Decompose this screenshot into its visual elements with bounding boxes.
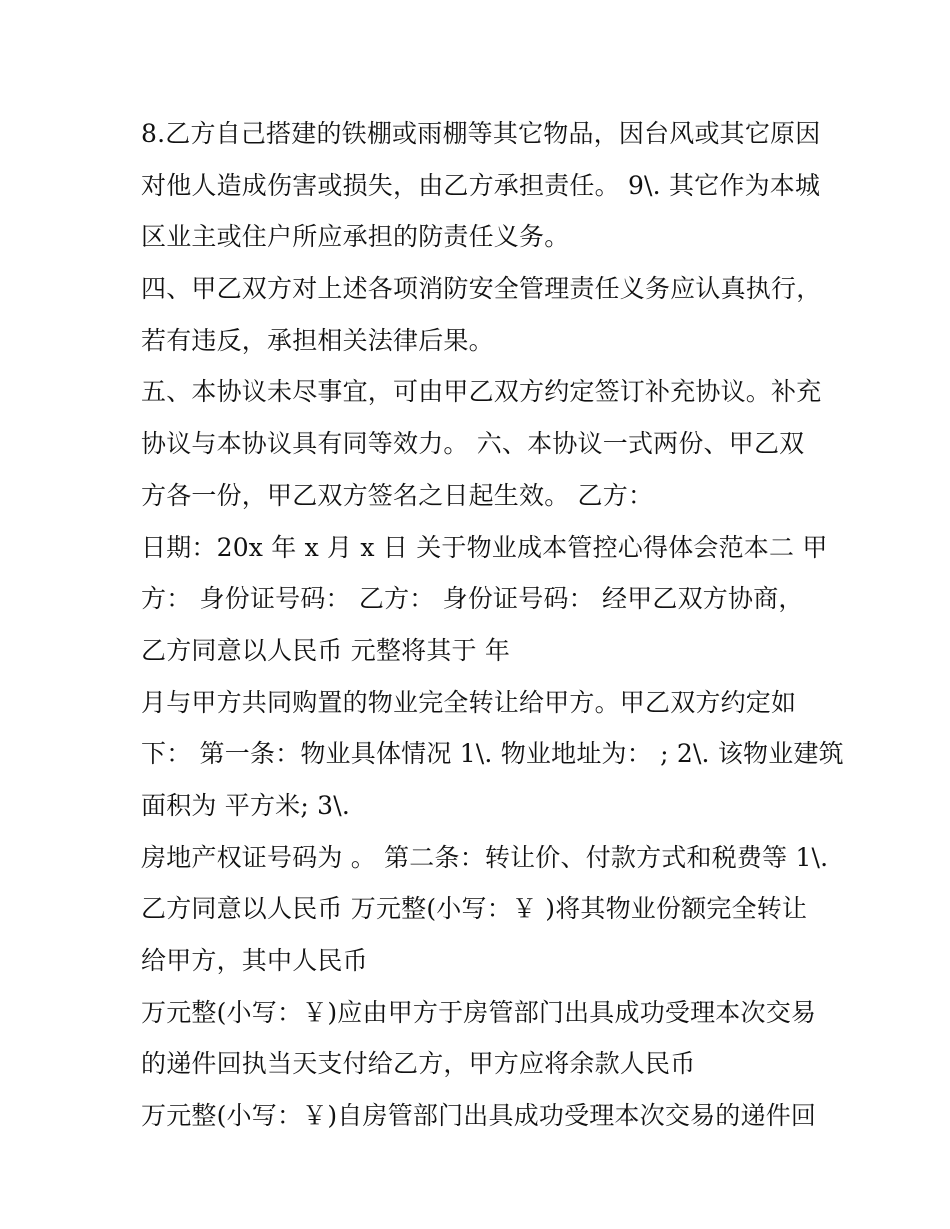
text-line: 对他人造成伤害或损失，由乙方承担责任。 9\. 其它作为本城 [141, 170, 821, 200]
text-line: 方各一份，甲乙双方签名之日起生效。 乙方： [141, 480, 654, 510]
text-line: 四、甲乙双方对上述各项消防安全管理责任义务应认真执行， [141, 274, 822, 304]
text-line: 区业主或住户所应承担的防责任义务。 [141, 222, 570, 252]
text-line: 万元整(小写：￥)自房管部门出具成功受理本次交易的递件回 [141, 1101, 817, 1131]
text-line: 的递件回执当天支付给乙方，甲方应将余款人民币 [141, 1049, 696, 1079]
text-line: 日期：20x 年 x 月 x 日 关于物业成本管控心得体会范本二 甲 [141, 532, 828, 562]
text-line: 下： 第一条：物业具体情况 1\. 物业地址为： ; 2\. 该物业建筑 [141, 739, 844, 769]
text-line: 万元整(小写：￥)应由甲方于房管部门出具成功受理本次交易 [141, 997, 817, 1027]
text-line: 五、本协议未尽事宜，可由甲乙双方约定签订补充协议。补充 [141, 377, 822, 407]
text-line: 给甲方，其中人民币 [141, 946, 368, 975]
text-line: 若有违反，承担相关法律后果。 [141, 325, 494, 355]
text-line: 8.乙方自己搭建的铁棚或雨棚等其它物品，因台风或其它原因 [141, 119, 821, 148]
text-line: 协议与本协议具有同等效力。 六、本协议一式两份、甲乙双 [141, 429, 805, 459]
text-line: 月与甲方共同购置的物业完全转让给甲方。甲乙双方约定如 [141, 687, 797, 717]
text-line: 房地产权证号码为 。 第二条：转让价、付款方式和税费等 1\. [141, 842, 829, 872]
text-line: 方： 身份证号码： 乙方： 身份证号码： 经甲乙双方协商， [141, 584, 804, 614]
text-line: 乙方同意以人民币 万元整(小写：￥ )将其物业份额完全转让 [141, 894, 808, 924]
text-line: 乙方同意以人民币 元整将其于 年 [141, 635, 511, 665]
text-line: 面积为 平方米; 3\. [141, 790, 350, 820]
document-body [141, 108, 844, 1142]
